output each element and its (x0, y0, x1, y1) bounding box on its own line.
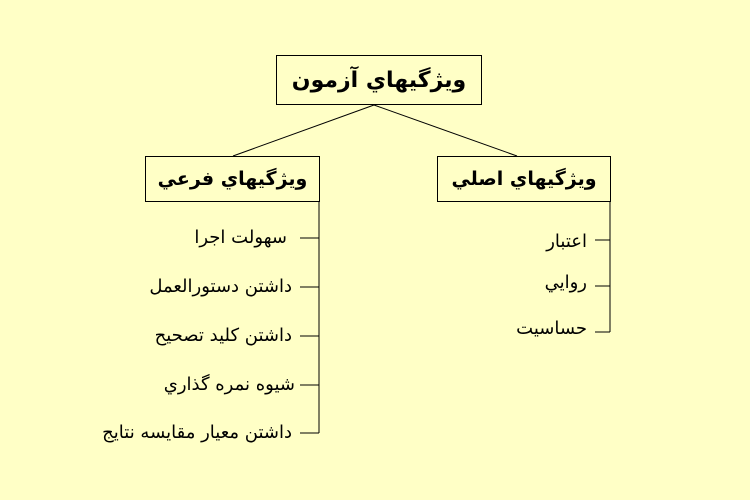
main-feature-item: روايي (544, 272, 587, 293)
root-node (276, 55, 482, 105)
secondary-feature-item: داشتن دستورالعمل (149, 276, 292, 297)
main-feature-item: حساسيت (516, 318, 587, 339)
main-feature-item: اعتبار (546, 231, 587, 252)
secondary-feature-item: داشتن معيار مقايسه نتايج (102, 422, 292, 443)
main-features-label: ويژگيهاي اصلي (451, 168, 597, 190)
root-node-label: ويژگيهاي آزمون (291, 67, 467, 93)
secondary-features-label: ويژگيهاي فرعي (157, 168, 308, 190)
secondary-features-node (145, 156, 320, 202)
root-to-left-connector (233, 105, 374, 156)
secondary-feature-item: سهولت اجرا (194, 227, 287, 248)
main-features-node (437, 156, 611, 202)
secondary-feature-item: شيوه نمره گذاري (163, 374, 295, 395)
secondary-feature-item: داشتن كليد تصحيح (154, 325, 292, 346)
root-to-right-connector (374, 105, 517, 156)
